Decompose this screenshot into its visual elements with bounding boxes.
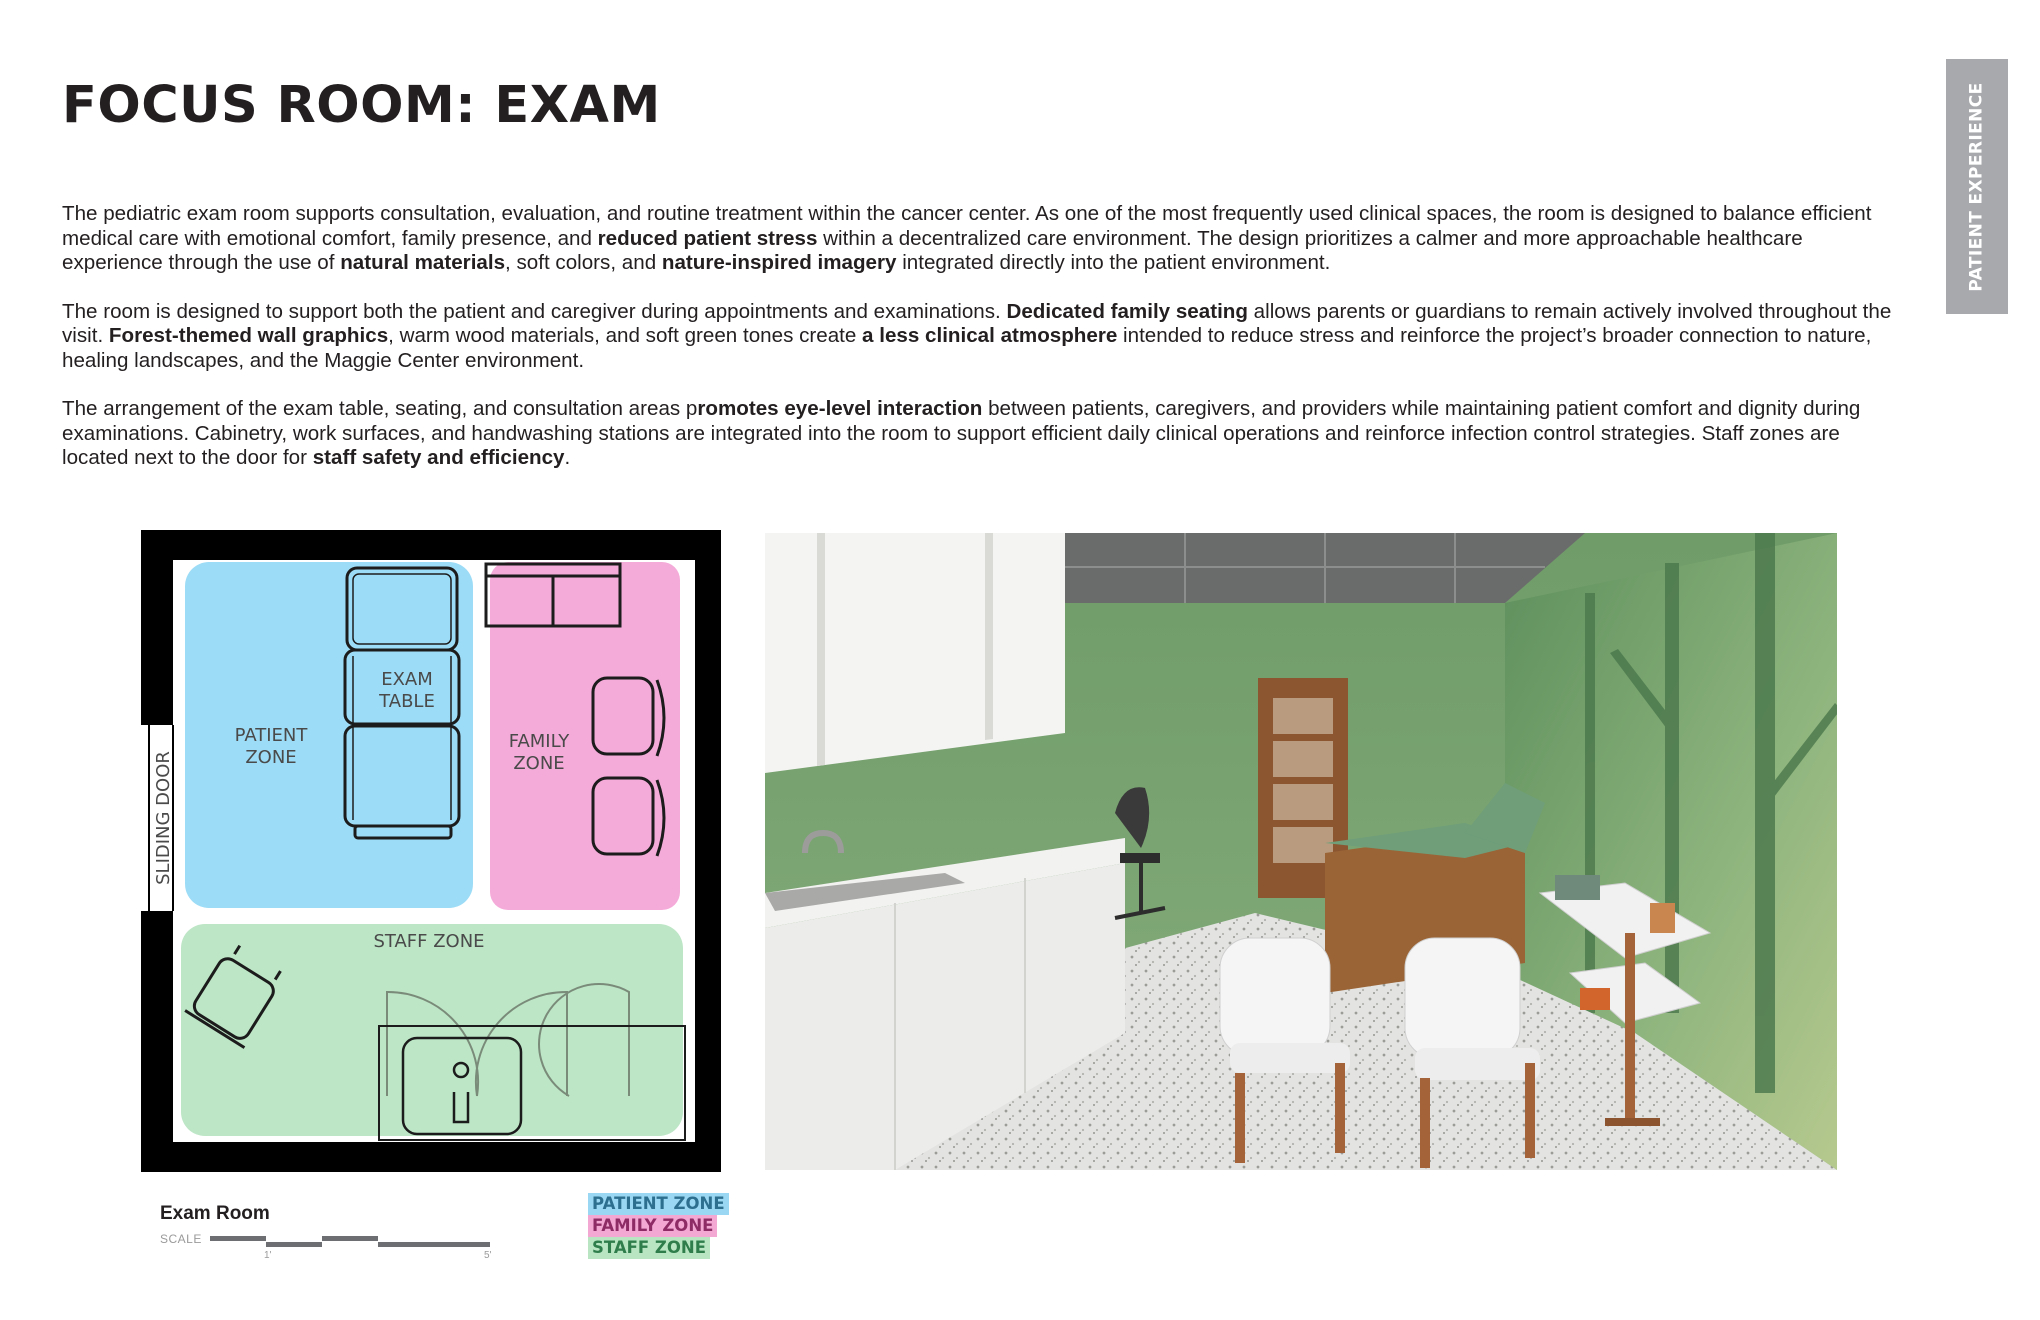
emphasis-text: Dedicated family seating (1006, 299, 1248, 323)
body-run: integrated directly into the patient environment. (896, 251, 1331, 274)
scale-tick-5: 5' (484, 1250, 492, 1261)
emphasis-text: Forest-themed wall graphics (108, 324, 389, 347)
body-run: between patients, caregivers, and providers while maintaining patient comfort and dignity during examinations. Cabinetry, work surfaces, and handwashing stations are integrated into the room to support efficient daily clinical operations and reinforce infection control strategies. Staff zones are located next to the door for (62, 397, 1861, 469)
description-text (62, 202, 1902, 495)
emphasis-text: a less clinical atmosphere (862, 324, 1118, 347)
family-zone-label-1: FAMILY (508, 731, 570, 752)
legend-staff-zone: STAFF ZONE (588, 1237, 710, 1259)
staff-zone-label: STAFF ZONE (373, 931, 485, 952)
page-title: FOCUS ROOM: EXAM (62, 76, 661, 135)
body-run: The arrangement of the exam table, seating, and consultation areas p (62, 397, 698, 420)
section-tab[interactable] (1946, 59, 2008, 314)
body-run: The pediatric exam room supports consultation, evaluation, and routine treatment within the cancer center. As one of the most frequently used clinical spaces, the room is designed to balance efficient medical care with emotional comfort, family presence, and (62, 202, 1872, 250)
body-run: intended to reduce stress and reinforce the project’s broader connection to nature, healing landscapes, and the Maggie Center environment. (62, 324, 1872, 372)
emphasis-text: romotes eye-level interaction (697, 397, 983, 420)
exam-table-label-1: EXAM (381, 669, 433, 690)
floor-plan (141, 530, 721, 1172)
zone-legend (588, 1193, 729, 1259)
plan-caption: Exam Room (160, 1203, 270, 1224)
paragraph-2 (62, 300, 1902, 374)
scale-label: SCALE (160, 1232, 202, 1246)
patient-zone (185, 562, 473, 908)
scale-tick-1: 1' (264, 1250, 272, 1261)
body-run: allows parents or guardians to remain actively involved throughout the visit. (62, 299, 1892, 347)
body-run: within a decentralized care environment. The design prioritizes a calmer and more approachable healthcare experience through the use of (62, 226, 1803, 274)
exam-table-label-2: TABLE (379, 691, 435, 712)
emphasis-text: reduced patient stress (597, 226, 818, 250)
patient-zone-label-1: PATIENT (234, 725, 308, 746)
body-run: , soft colors, and (505, 251, 662, 274)
legend-family-zone: FAMILY ZONE (588, 1215, 717, 1237)
body-run: , warm wood materials, and soft green tones create (388, 324, 863, 347)
paragraph-1 (62, 202, 1902, 276)
emphasis-text: nature-inspired imagery (661, 251, 897, 274)
staff-zone (181, 924, 683, 1136)
emphasis-text: natural materials (340, 251, 506, 274)
legend-patient-zone: PATIENT ZONE (588, 1193, 729, 1215)
body-run: . (564, 446, 571, 469)
sliding-door-label: SLIDING DOOR (153, 751, 174, 885)
section-tab-label: PATIENT EXPERIENCE (1967, 81, 1988, 292)
patient-zone-label-2: ZONE (245, 747, 297, 768)
emphasis-text: staff safety and efficiency (312, 446, 565, 469)
body-run: The room is designed to support both the patient and caregiver during appointments and examinations. (62, 299, 1007, 323)
paragraph-3 (62, 397, 1902, 471)
exam-room-rendering (765, 533, 1837, 1170)
scale-bar (210, 1234, 492, 1250)
family-zone-label-2: ZONE (513, 753, 565, 774)
